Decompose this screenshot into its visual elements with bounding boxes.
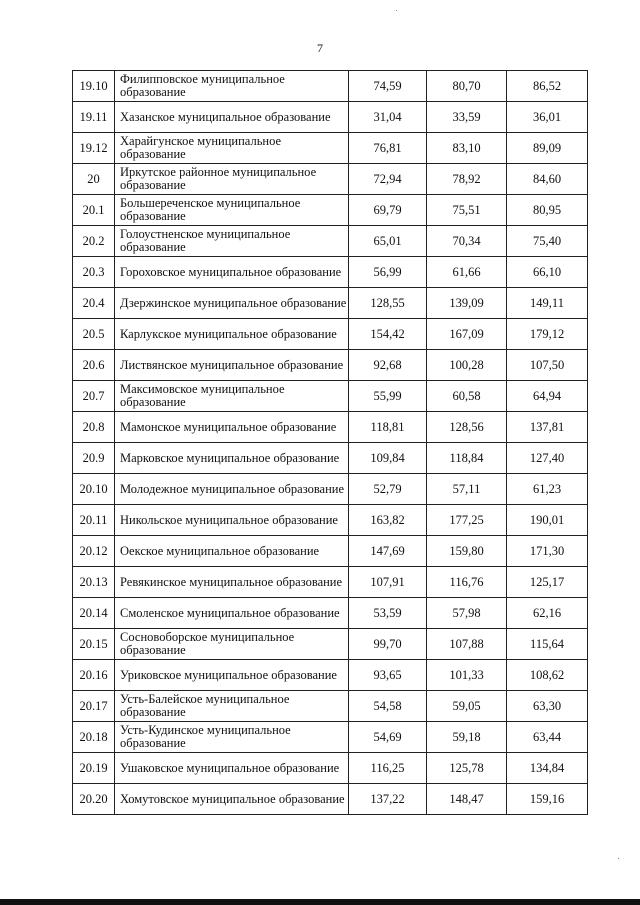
row-number: 20.12: [73, 536, 115, 567]
value-col-3: 127,40: [507, 443, 588, 474]
value-col-3: 108,62: [507, 660, 588, 691]
value-col-2: 59,05: [427, 691, 507, 722]
value-col-3: 86,52: [507, 71, 588, 102]
row-number: 20.4: [73, 288, 115, 319]
value-col-1: 93,65: [349, 660, 427, 691]
value-col-1: 69,79: [349, 195, 427, 226]
value-col-1: 74,59: [349, 71, 427, 102]
value-col-1: 52,79: [349, 474, 427, 505]
municipality-name: Харайгунское муниципальное образование: [115, 133, 349, 164]
row-number: 20.20: [73, 784, 115, 815]
value-col-1: 118,81: [349, 412, 427, 443]
value-col-2: 61,66: [427, 257, 507, 288]
value-col-1: 54,58: [349, 691, 427, 722]
row-number: 20.10: [73, 474, 115, 505]
table-row: [73, 474, 588, 505]
table-row: [73, 133, 588, 164]
table-row: [73, 660, 588, 691]
value-col-3: 159,16: [507, 784, 588, 815]
row-number: 20.15: [73, 629, 115, 660]
value-col-1: 107,91: [349, 567, 427, 598]
value-col-3: 80,95: [507, 195, 588, 226]
value-col-3: 75,40: [507, 226, 588, 257]
row-number: 20.13: [73, 567, 115, 598]
municipality-name: Ревякинское муниципальное образование: [115, 567, 349, 598]
municipality-name: Иркутское районное муниципальное образование: [115, 164, 349, 195]
value-col-2: 83,10: [427, 133, 507, 164]
row-number: 20.16: [73, 660, 115, 691]
table-row: [73, 784, 588, 815]
row-number: 20: [73, 164, 115, 195]
municipality-name: Хазанское муниципальное образование: [115, 102, 349, 133]
value-col-2: 57,11: [427, 474, 507, 505]
value-col-3: 179,12: [507, 319, 588, 350]
value-col-2: 167,09: [427, 319, 507, 350]
municipality-name: Усть-Балейское муниципальное образование: [115, 691, 349, 722]
municipality-name: Сосновоборское муниципальное образование: [115, 629, 349, 660]
table-row: [73, 381, 588, 412]
value-col-2: 100,28: [427, 350, 507, 381]
value-col-1: 31,04: [349, 102, 427, 133]
municipality-name: Усть-Кудинское муниципальное образование: [115, 722, 349, 753]
value-col-3: 149,11: [507, 288, 588, 319]
municipality-name: Дзержинское муниципальное образование: [115, 288, 349, 319]
municipality-name: Максимовское муниципальное образование: [115, 381, 349, 412]
value-col-3: 125,17: [507, 567, 588, 598]
value-col-2: 33,59: [427, 102, 507, 133]
value-col-2: 177,25: [427, 505, 507, 536]
value-col-3: 64,94: [507, 381, 588, 412]
value-col-1: 55,99: [349, 381, 427, 412]
value-col-1: 147,69: [349, 536, 427, 567]
row-number: 20.6: [73, 350, 115, 381]
value-col-2: 60,58: [427, 381, 507, 412]
value-col-3: 137,81: [507, 412, 588, 443]
value-col-2: 116,76: [427, 567, 507, 598]
value-col-1: 92,68: [349, 350, 427, 381]
value-col-2: 125,78: [427, 753, 507, 784]
value-col-3: 61,23: [507, 474, 588, 505]
value-col-2: 101,33: [427, 660, 507, 691]
value-col-3: 171,30: [507, 536, 588, 567]
table-row: [73, 71, 588, 102]
municipality-name: Марковское муниципальное образование: [115, 443, 349, 474]
value-col-3: 89,09: [507, 133, 588, 164]
municipality-name: Голоустненское муниципальное образование: [115, 226, 349, 257]
value-col-3: 134,84: [507, 753, 588, 784]
table-row: [73, 443, 588, 474]
value-col-3: 107,50: [507, 350, 588, 381]
table-row: [73, 629, 588, 660]
table-row: [73, 195, 588, 226]
row-number: 20.18: [73, 722, 115, 753]
row-number: 19.11: [73, 102, 115, 133]
row-number: 20.7: [73, 381, 115, 412]
table-body: [73, 71, 588, 815]
row-number: 20.14: [73, 598, 115, 629]
value-col-3: 84,60: [507, 164, 588, 195]
table-row: [73, 598, 588, 629]
municipality-name: Уриковское муниципальное образование: [115, 660, 349, 691]
table-row: [73, 505, 588, 536]
table-row: [73, 567, 588, 598]
value-col-1: 99,70: [349, 629, 427, 660]
municipality-name: Гороховское муниципальное образование: [115, 257, 349, 288]
value-col-1: 154,42: [349, 319, 427, 350]
scan-bottom-edge: [0, 899, 640, 905]
value-col-2: 70,34: [427, 226, 507, 257]
municipality-name: Филипповское муниципальное образование: [115, 71, 349, 102]
municipality-name: Мамонское муниципальное образование: [115, 412, 349, 443]
table-row: [73, 722, 588, 753]
value-col-2: 57,98: [427, 598, 507, 629]
value-col-2: 148,47: [427, 784, 507, 815]
table-row: [73, 257, 588, 288]
value-col-1: 76,81: [349, 133, 427, 164]
value-col-3: 36,01: [507, 102, 588, 133]
scan-speck: [618, 858, 619, 859]
row-number: 20.1: [73, 195, 115, 226]
value-col-1: 53,59: [349, 598, 427, 629]
scan-speck: [396, 10, 397, 11]
value-col-1: 54,69: [349, 722, 427, 753]
row-number: 19.10: [73, 71, 115, 102]
table-row: [73, 288, 588, 319]
value-col-3: 115,64: [507, 629, 588, 660]
municipality-name: Хомутовское муниципальное образование: [115, 784, 349, 815]
page-number: 7: [317, 41, 323, 55]
row-number: 20.11: [73, 505, 115, 536]
value-col-1: 56,99: [349, 257, 427, 288]
table-row: [73, 319, 588, 350]
table-row: [73, 412, 588, 443]
value-col-1: 128,55: [349, 288, 427, 319]
row-number: 20.2: [73, 226, 115, 257]
value-col-2: 159,80: [427, 536, 507, 567]
row-number: 20.17: [73, 691, 115, 722]
row-number: 20.8: [73, 412, 115, 443]
value-col-2: 107,88: [427, 629, 507, 660]
table-row: [73, 350, 588, 381]
value-col-1: 116,25: [349, 753, 427, 784]
value-col-1: 65,01: [349, 226, 427, 257]
table-row: [73, 102, 588, 133]
value-col-2: 80,70: [427, 71, 507, 102]
table-row: [73, 536, 588, 567]
table-row: [73, 753, 588, 784]
value-col-3: 190,01: [507, 505, 588, 536]
row-number: 20.3: [73, 257, 115, 288]
value-col-3: 63,30: [507, 691, 588, 722]
value-col-2: 78,92: [427, 164, 507, 195]
value-col-3: 63,44: [507, 722, 588, 753]
municipality-name: Листвянское муниципальное образование: [115, 350, 349, 381]
value-col-2: 118,84: [427, 443, 507, 474]
value-col-1: 137,22: [349, 784, 427, 815]
municipality-name: Никольское муниципальное образование: [115, 505, 349, 536]
value-col-2: 59,18: [427, 722, 507, 753]
value-col-1: 163,82: [349, 505, 427, 536]
row-number: 20.5: [73, 319, 115, 350]
municipality-name: Молодежное муниципальное образование: [115, 474, 349, 505]
municipality-name: Карлукское муниципальное образование: [115, 319, 349, 350]
table-row: [73, 691, 588, 722]
row-number: 20.19: [73, 753, 115, 784]
value-col-3: 62,16: [507, 598, 588, 629]
value-col-2: 139,09: [427, 288, 507, 319]
value-col-2: 75,51: [427, 195, 507, 226]
value-col-1: 72,94: [349, 164, 427, 195]
row-number: 20.9: [73, 443, 115, 474]
municipality-name: Оекское муниципальное образование: [115, 536, 349, 567]
value-col-3: 66,10: [507, 257, 588, 288]
value-col-2: 128,56: [427, 412, 507, 443]
municipality-name: Смоленское муниципальное образование: [115, 598, 349, 629]
row-number: 19.12: [73, 133, 115, 164]
municipality-name: Ушаковское муниципальное образование: [115, 753, 349, 784]
data-table: [72, 70, 588, 815]
municipality-name: Большереченское муниципальное образование: [115, 195, 349, 226]
value-col-1: 109,84: [349, 443, 427, 474]
table-row: [73, 226, 588, 257]
table-row: [73, 164, 588, 195]
